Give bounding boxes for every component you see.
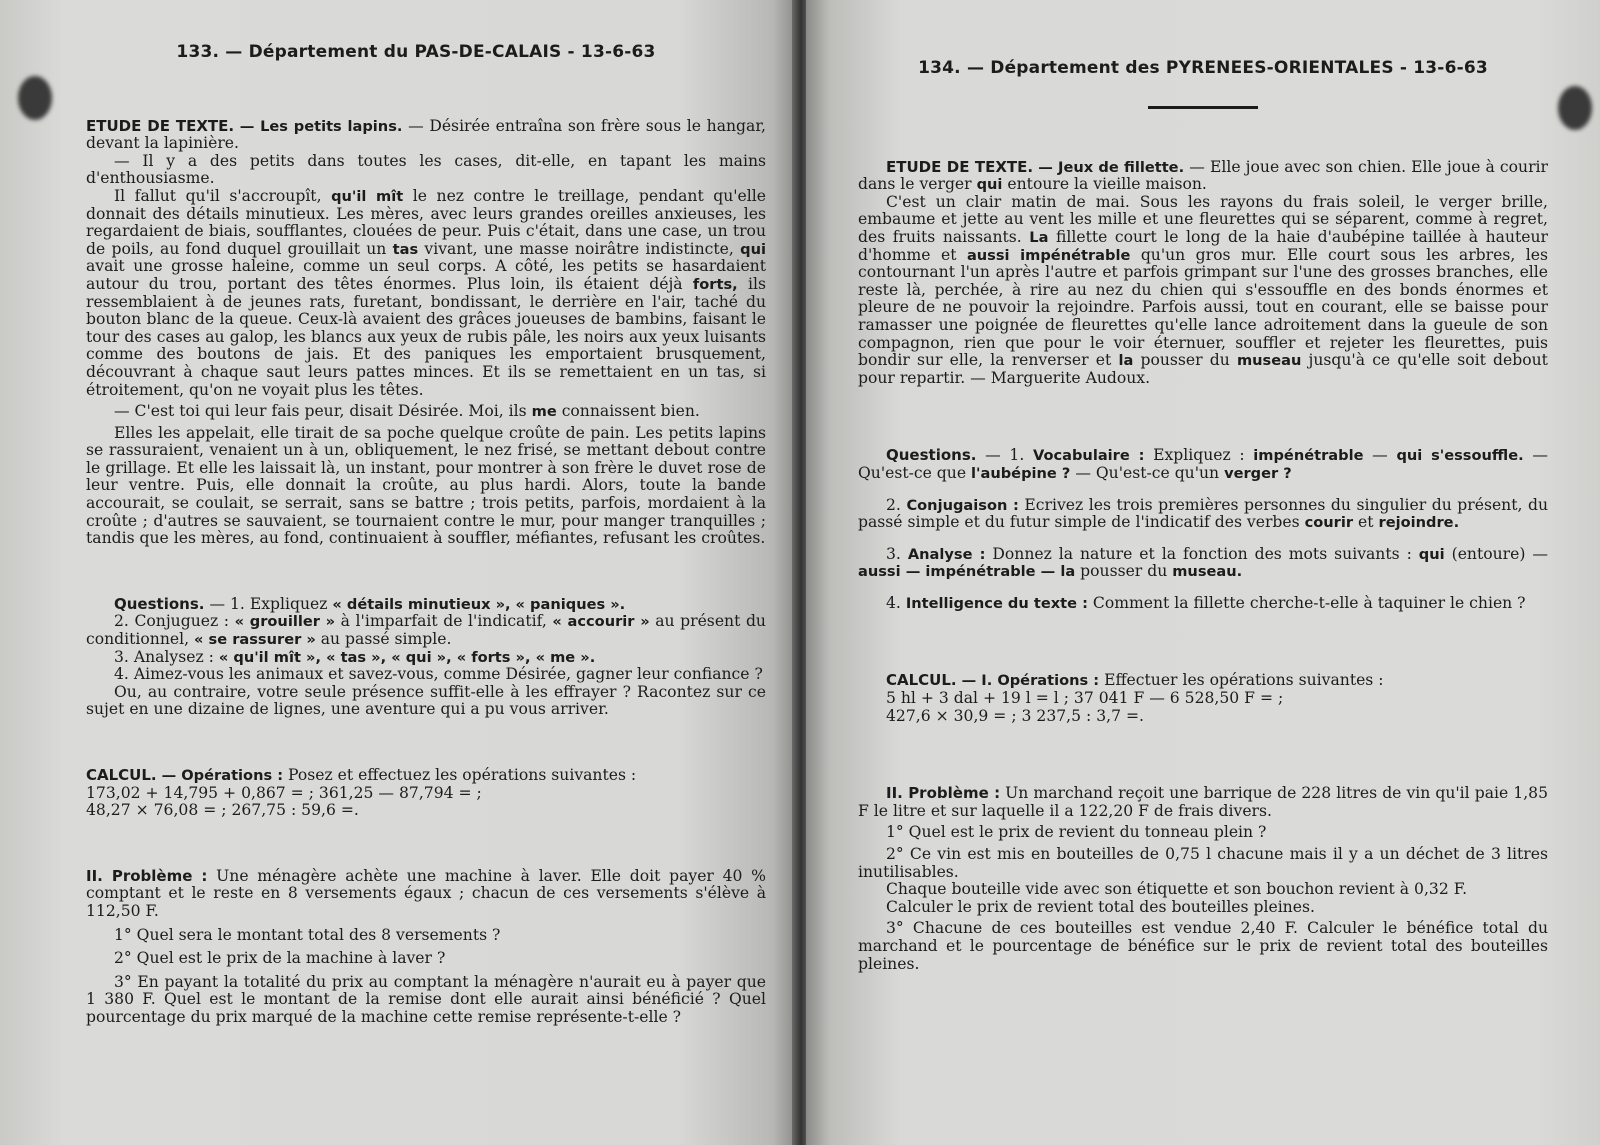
text-span: avait une grosse haleine, comme un seul corps. A côté, les petits se hasardaient autour du trou, portant des têtes énormes. Plus loin, ils étaient déjà (86, 257, 766, 293)
probleme-question: 3° Chacune de ces bouteilles est vendue 2,40 F. Calculer le bénéfice total du marchand et le pourcentage de bénéfice sur le prix de revient total des bouteilles pleines. (858, 919, 1548, 973)
text-span: pousser du (1080, 562, 1168, 581)
text-span: pousser du (1140, 351, 1230, 370)
probleme-question: 2° Quel est le prix de la machine à laver ? (114, 949, 446, 968)
probleme-question: 1° Quel est le prix de revient du tonneau plein ? (886, 823, 1267, 842)
etude-paragraph (858, 159, 1548, 194)
etude-paragraph (86, 403, 766, 421)
calcul-intro (858, 672, 1548, 690)
question-1 (858, 447, 1548, 482)
calcul-line: 427,6 × 30,9 = ; 3 237,5 : 3,7 =. (886, 706, 1144, 725)
text-span: 3. (886, 544, 901, 563)
bold-word: « se rassurer » (194, 631, 316, 649)
bold-word: — Opérations : (161, 767, 284, 784)
bold-word: — I. Opérations : (961, 672, 1100, 690)
section-label: CALCUL. (86, 766, 157, 784)
bold-word: aussi — impénétrable — la (858, 563, 1076, 581)
bold-word: Analyse : (907, 545, 986, 563)
probleme-question: Chaque bouteille vide avec son étiquette et son bouchon revient à 0,32 F. (886, 880, 1468, 899)
bold-word: « accourir » (552, 613, 650, 631)
probleme-section (86, 868, 766, 1027)
text-span: — (1372, 446, 1388, 465)
text-span: Il fallut qu'il s'accroupît, (114, 186, 322, 205)
section-label: ETUDE DE TEXTE. (86, 116, 235, 135)
calcul-line: 173,02 + 14,795 + 0,867 = ; 361,25 — 87,794 = ; (86, 783, 482, 802)
bold-word: qu'il mît (331, 187, 404, 205)
text-span: — Qu'est-ce qu'un (1075, 463, 1220, 482)
calcul-line: 5 hl + 3 dal + 19 l = l ; 37 041 F — 6 528,50 F = ; (886, 689, 1284, 708)
etude-paragraph: Elles les appelait, elle tirait de sa poche quelque croûte de pain. Les petits lapins se rassuraient, venaient un à un, obliquement, le nez frisé, se mettant debout contre le grillage. Et elle les laissait là, un instant, pour montrer à son frère le duvet rose de leur ventre. Puis, elle donnait la croûte, au plus hardi. Alors, toute la bande accourait, se coulait, se serrait, sans se battre ; trois petits, parfois, mordaient à la croûte ; d'autres se sauvaient, se tournaient contre le mur, pour manger tranquilles ; tandis que les mères, au fond, continuaient à souffler, méfiantes, refusant les croûtes. (86, 423, 766, 548)
calcul-section (858, 672, 1548, 725)
text-span: 2. (886, 495, 901, 514)
text-line: — Désirée entraîna son frère sous le hangar, devant la lapinière. (86, 116, 767, 153)
bold-word: l'aubépine ? (971, 464, 1071, 482)
bold-word: La (1029, 228, 1049, 246)
section-label: II. Problème : (86, 866, 208, 885)
page-header: 133. — Département du PAS-DE-CALAIS - 13-6-63 (176, 42, 656, 62)
bold-word: « qu'il mît », « tas », « qui », « forts », « me ». (218, 648, 596, 666)
text-span: 3. Analysez : (114, 647, 214, 666)
text-span: ils ressemblaient à de jeunes rats, furetant, bondissant, le derrière en l'air, taché du bouton blanc de la queue. Ceux-là avaient des grâces joueuses de bambins, faisant le tour des cases au galop, les blancs aux yeux de rubis pâle, les noirs aux yeux luisants comme des boutons de jais. Et des paniques les emportaient brusquement, découvrant à chaque saut leurs pattes minces. Et ils se remettaient en un tas, si étroitement, qu'on ne voyait plus les têtes. (86, 274, 766, 399)
question-3 (86, 649, 766, 667)
bold-word: forts, (692, 275, 738, 293)
bold-word: courir (1304, 514, 1354, 532)
bold-word: qui s'essouffle. (1396, 447, 1524, 465)
bold-word: « grouiller » (234, 613, 336, 631)
text-span: à l'imparfait de l'indicatif, (340, 612, 547, 631)
text-span: — 1. Expliquez (209, 594, 328, 613)
text-span: — C'est toi qui leur fais peur, disait Désirée. Moi, ils (114, 402, 527, 421)
etude-de-texte-section (858, 159, 1548, 388)
text-span: qu'un gros mur. Elle court sous les arbres, les contournant l'un après l'autre et parfois grimpant sur l'une des grosses branches, elle reste là, perchée, à rire au nez du chien qui s'essouffle en des bonds énormes et pleure de ne pouvoir la rejoindre. Parfois aussi, tout en courant, elle se baisse pour ramasser une poignée de fleurettes qu'elle lance adroitement dans la gueule de son compagnon, rien que pour le voir éternuer, souffler et rejeter les fleurettes, puis bondir sur elle, la renverser et (858, 245, 1548, 370)
question-1 (86, 596, 766, 614)
calcul-section (86, 767, 766, 820)
text-span: 4. (886, 593, 901, 612)
bold-word: museau. (1172, 563, 1243, 581)
probleme-intro (858, 785, 1548, 820)
section-label: ETUDE DE TEXTE. (886, 157, 1034, 176)
probleme-question: 2° Ce vin est mis en bouteilles de 0,75 l chacune mais il y a un déchet de 3 litres inutilisables. (858, 845, 1548, 881)
text-span: le nez contre le treillage, pendant qu'elle donnait des détails minutieux. Les mères, avec leurs grandes oreilles anxieuses, les regardaient de biais, soufflantes, clouées de peur. Puis c'était, dans une case, un trou de poils, au fond duquel grouillait un (86, 186, 766, 258)
bold-word: museau (1236, 352, 1302, 370)
text-span: vivant, une masse noirâtre indistincte, (424, 239, 734, 258)
bold-word: me (531, 403, 557, 421)
text-title: — Les petits lapins. (239, 117, 403, 135)
section-label: Questions. (886, 446, 977, 465)
probleme-section (858, 785, 1548, 973)
bold-word: verger ? (1224, 464, 1292, 482)
bold-word: qui (1418, 545, 1445, 563)
bold-word: « détails minutieux », (332, 595, 511, 613)
question-2 (86, 613, 766, 648)
bold-word: aussi impénétrable (966, 246, 1131, 264)
text-span: — Elle joue avec son chien. Elle joue à courir dans le verger (858, 157, 1548, 194)
text-span: Comment la fillette cherche-t-elle à taquiner le chien ? (1092, 593, 1526, 612)
text-span: au passé simple. (320, 630, 452, 649)
bold-word: Conjugaison : (906, 496, 1019, 514)
etude-paragraph (86, 188, 766, 399)
question-5: Ou, au contraire, votre seule présence suffit-elle à les effrayer ? Racontez sur ce sujet en une dizaine de lignes, une aventure qui a pu vous arriver. (86, 682, 766, 719)
text-span: 2. Conjuguez : (114, 612, 230, 631)
right-page (806, 0, 1600, 1145)
text-span: Posez et effectuez les opérations suivantes : (288, 766, 637, 784)
etude-paragraph: — Il y a des petits dans toutes les cases, dit-elle, en tapant les mains d'enthousiasme. (86, 151, 766, 188)
text-span: Donnez la nature et la fonction des mots suivants : (992, 544, 1412, 563)
text-span: Un marchand reçoit une barrique de 228 litres de vin qu'il paie 1,85 F le litre et sur laquelle il a 122,20 F de frais divers. (858, 784, 1548, 820)
text-span: entoure la vieille maison. (1007, 175, 1207, 194)
text-span: (entoure) — (1451, 544, 1548, 563)
questions-section (86, 596, 766, 719)
text-span: Une ménagère achète une machine à laver. Elle doit payer 40 % comptant et le reste en 8 versements égaux ; chacun de ces versements s'élève à 112,50 F. (86, 866, 766, 920)
question-4: 4. Aimez-vous les animaux et savez-vous, comme Désirée, gagner leur confiance ? (114, 665, 763, 684)
calcul-intro (86, 767, 766, 785)
question-2 (858, 497, 1548, 532)
bold-word: impénétrable (1253, 447, 1364, 465)
page-header: 134. — Département des PYRENEES-ORIENTALES - 13-6-63 (918, 58, 1488, 78)
text-span: au présent du conditionnel, (86, 612, 766, 649)
bold-word: qui (976, 176, 1003, 194)
text-span: C'est un clair matin de mai. Sous les rayons du frais soleil, le verger brille, embaume et jette au vent les mille et une fleurettes qui se séparent, comme à regret, des fruits naissants. (858, 192, 1548, 246)
section-label: CALCUL. (886, 671, 957, 690)
binding-hole (1558, 86, 1592, 130)
text-title: — Jeux de fillette. (1038, 158, 1185, 176)
section-label: Questions. (114, 594, 205, 613)
question-3 (858, 546, 1548, 581)
etude-de-texte-section (86, 118, 766, 548)
probleme-question: 1° Quel sera le montant total des 8 versements ? (114, 925, 501, 944)
bold-word: la (1118, 352, 1134, 370)
etude-paragraph (858, 194, 1548, 388)
etude-paragraph (86, 118, 766, 153)
bold-word: Intelligence du texte : (905, 594, 1088, 612)
bold-word: « paniques ». (515, 595, 626, 613)
text-span: — Qu'est-ce que (858, 446, 1548, 482)
bold-word: Vocabulaire : (1032, 447, 1145, 465)
text-span: et (1358, 513, 1374, 532)
text-span: fillette court le long de la haie d'aubépine taillée à hauteur d'homme et (858, 227, 1548, 264)
text-span: — 1. (985, 446, 1025, 465)
section-label: II. Problème : (886, 784, 1001, 803)
text-span: Expliquez : (1153, 446, 1245, 465)
bold-word: tas (392, 240, 419, 258)
probleme-intro (86, 868, 766, 921)
text-span: Ecrivez les trois premières personnes du singulier du présent, du passé simple et du futur simple de l'indicatif des verbes (858, 495, 1549, 532)
calcul-line: 48,27 × 76,08 = ; 267,75 : 59,6 =. (86, 801, 359, 820)
binding-hole (18, 76, 52, 120)
text-span: jusqu'à ce qu'elle soit debout pour repartir. — Marguerite Audoux. (858, 351, 1548, 387)
bold-word: rejoindre. (1378, 514, 1460, 532)
left-page (0, 0, 796, 1145)
questions-section (858, 447, 1548, 612)
question-4 (858, 595, 1548, 613)
probleme-question: Calculer le prix de revient total des bouteilles pleines. (886, 897, 1315, 916)
probleme-question: 3° En payant la totalité du prix au comptant la ménagère n'aurait eu à payer que 1 380 F. Quel est le montant de la remise dont elle aurait ainsi bénéficié ? Quel pourcentage du prix marqué de la machine cette remise représente-t-elle ? (86, 972, 766, 1026)
header-rule (1148, 106, 1258, 109)
bold-word: qui (740, 240, 766, 258)
text-span: connaissent bien. (561, 402, 700, 421)
text-span: Effectuer les opérations suivantes : (1104, 671, 1384, 690)
